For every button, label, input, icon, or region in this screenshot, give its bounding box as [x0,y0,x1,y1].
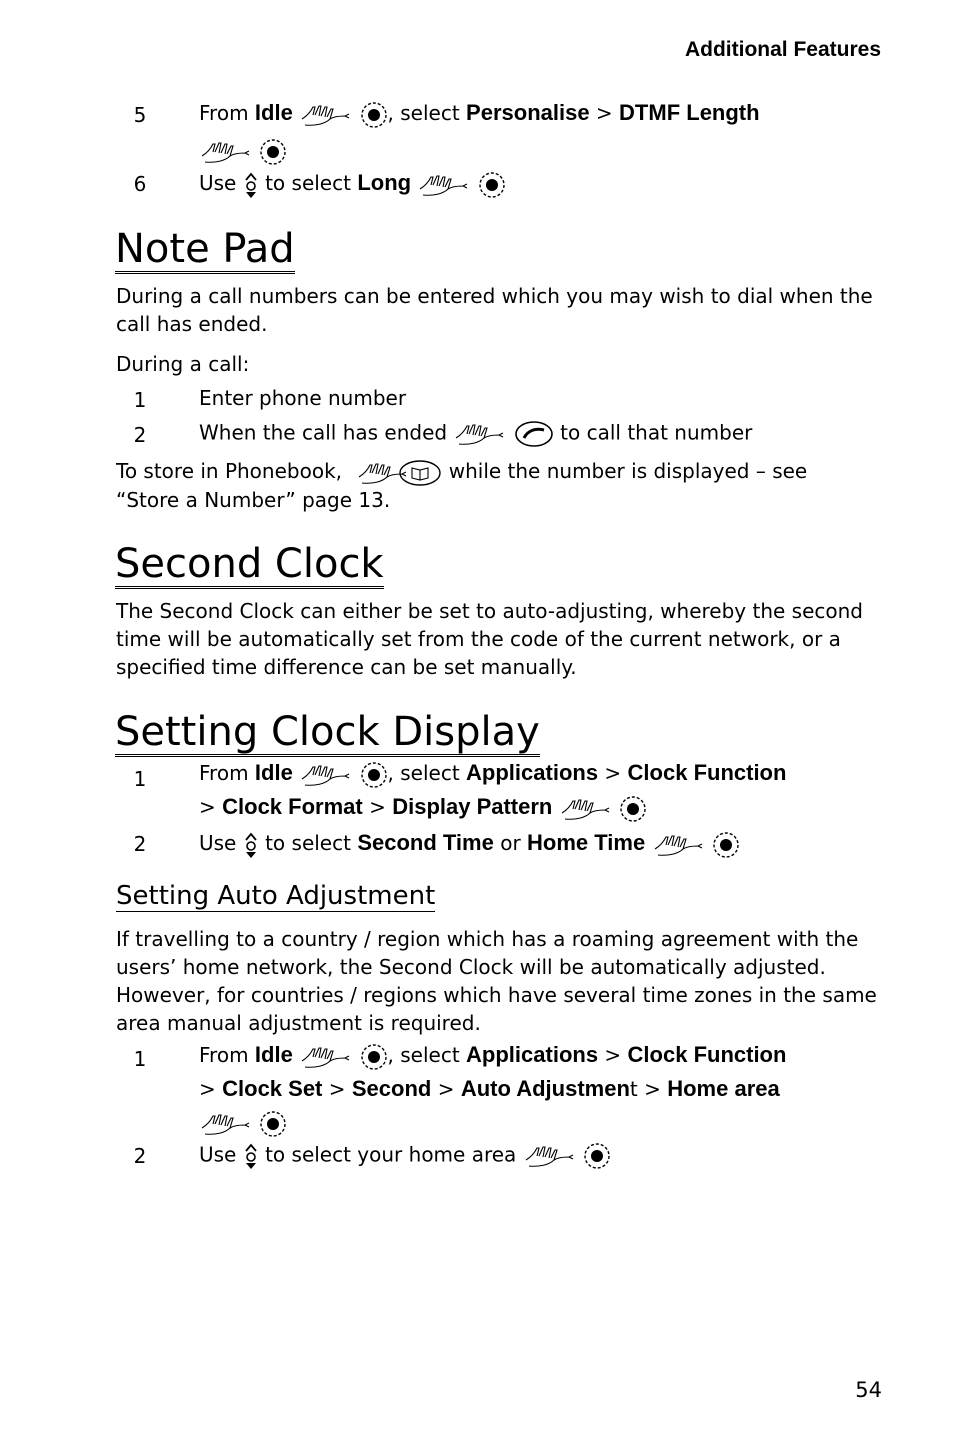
option-long: Long [357,170,412,195]
auto-adjust-step-1-icons [199,1110,287,1138]
step-text: Use [199,171,237,195]
separator: > [369,795,386,819]
menu-clock-format: Clock Format [222,794,363,819]
menu-idle: Idle [254,100,293,125]
select-key-icon [259,138,287,166]
clock-display-step-1 [199,760,786,789]
hand-press-icon [417,171,471,199]
hand-press-icon [299,101,353,129]
store-phonebook-line [116,457,886,487]
menu-clock-function: Clock Function [627,1042,787,1067]
note-step-2 [199,420,752,448]
store-text: while the number is displayed – see [448,459,808,483]
clock-display-step-2 [199,830,740,859]
note-pad-intro: During a call numbers can be entered which you may wish to dial when the call has ended. [116,284,873,336]
heading-second-clock: Second Clock [115,541,384,587]
step-number: 2 [133,832,147,856]
hand-press-icon [652,831,706,859]
step-number: 1 [133,767,147,791]
select-key-icon [360,101,388,129]
menu-clock-function: Clock Function [627,760,787,785]
step-text: From [199,1043,249,1067]
step-text: , select [387,761,460,785]
menu-clock-set: Clock Set [222,1076,323,1101]
section-header: Additional Features [684,38,881,61]
select-key-icon [619,795,647,823]
second-clock-body: The Second Clock can either be set to auto-adjusting, whereby the second time will be automatically set from the code of the current network, or a specified time difference can be set manually. [116,599,863,679]
separator: > [604,1043,622,1067]
navigation-key-icon [243,171,259,199]
menu-idle: Idle [254,760,293,785]
menu-idle: Idle [254,1042,293,1067]
step-text: Use [199,831,237,855]
clock-display-step-1-cont [199,794,647,823]
navigation-key-icon [243,1142,259,1170]
menu-applications: Applications [466,1042,599,1067]
during-call-label: During a call: [116,352,250,376]
separator: > [199,1077,216,1101]
hand-press-icon [453,420,507,448]
auto-adjust-step-2 [199,1142,611,1170]
option-second-time: Second Time [357,830,494,855]
hand-press-icon [523,1142,577,1170]
hand-press-icon [299,761,353,789]
step-number: 6 [133,172,147,196]
select-key-icon [360,1043,388,1071]
step-text: From [199,761,249,785]
step-6-line [199,170,506,199]
step-text: Use [199,1142,237,1167]
select-key-icon [712,831,740,859]
navigation-key-icon [243,831,259,859]
step-text: to select your home area [265,1142,517,1167]
select-key-icon [259,1110,287,1138]
hand-press-icon [299,1043,353,1071]
menu-display-pattern: Display Pattern [392,794,553,819]
auto-adjust-step-1 [199,1042,786,1071]
menu-dtmf-length: DTMF Length [619,100,760,125]
step-number: 2 [133,1144,147,1168]
phonebook-key-icon [398,459,442,487]
step-text: From [199,101,249,125]
step-text: When the call has ended [199,420,448,445]
auto-adjust-body: If travelling to a country / region which has a roaming agreement with the users’ home network, the Second Clock will be automatically adjusted. However, for countries / regions which have several time zones in the same area manual adjustment is required. [116,927,877,1035]
step-text: , select [387,101,460,125]
store-reference: “Store a Number” page 13. [116,488,391,512]
step-5-icons [199,138,287,166]
step-text: or [500,831,521,855]
step-text: to call that number [560,420,753,445]
hand-press-icon [199,1110,253,1138]
call-key-icon [514,420,554,448]
step-number: 1 [133,1047,147,1071]
menu-auto-adjustment: Auto Adjustmen [460,1076,630,1101]
step-text: , select [387,1043,460,1067]
auto-adjust-step-1-cont [199,1076,780,1102]
hand-press-icon [199,138,253,166]
select-key-icon [360,761,388,789]
heading-setting-clock-display: Setting Clock Display [115,709,540,755]
step-number: 2 [133,423,147,447]
option-home-time: Home Time [527,830,646,855]
menu-personalise: Personalise [466,100,590,125]
step-5-line [199,100,760,129]
separator: > [644,1077,661,1101]
menu-applications: Applications [466,760,599,785]
menu-auto-adjustment-suffix: t [629,1077,638,1101]
note-step-1: Enter phone number [199,386,407,410]
select-key-icon [583,1142,611,1170]
separator: > [604,761,622,785]
separator: > [437,1077,455,1101]
select-key-icon [478,171,506,199]
separator: > [595,101,613,125]
step-number: 5 [133,103,147,127]
heading-setting-auto-adjustment: Setting Auto Adjustment [116,881,436,911]
step-number: 1 [133,388,147,412]
step-text: to select [265,171,351,195]
step-text: to select [265,831,351,855]
menu-home-area: Home area [667,1076,780,1101]
separator: > [199,795,216,819]
menu-second: Second [351,1076,432,1101]
heading-note-pad: Note Pad [115,226,295,272]
page-number: 54 [855,1378,882,1402]
hand-press-icon [559,795,613,823]
separator: > [328,1077,346,1101]
store-text: To store in Phonebook, [116,459,343,483]
